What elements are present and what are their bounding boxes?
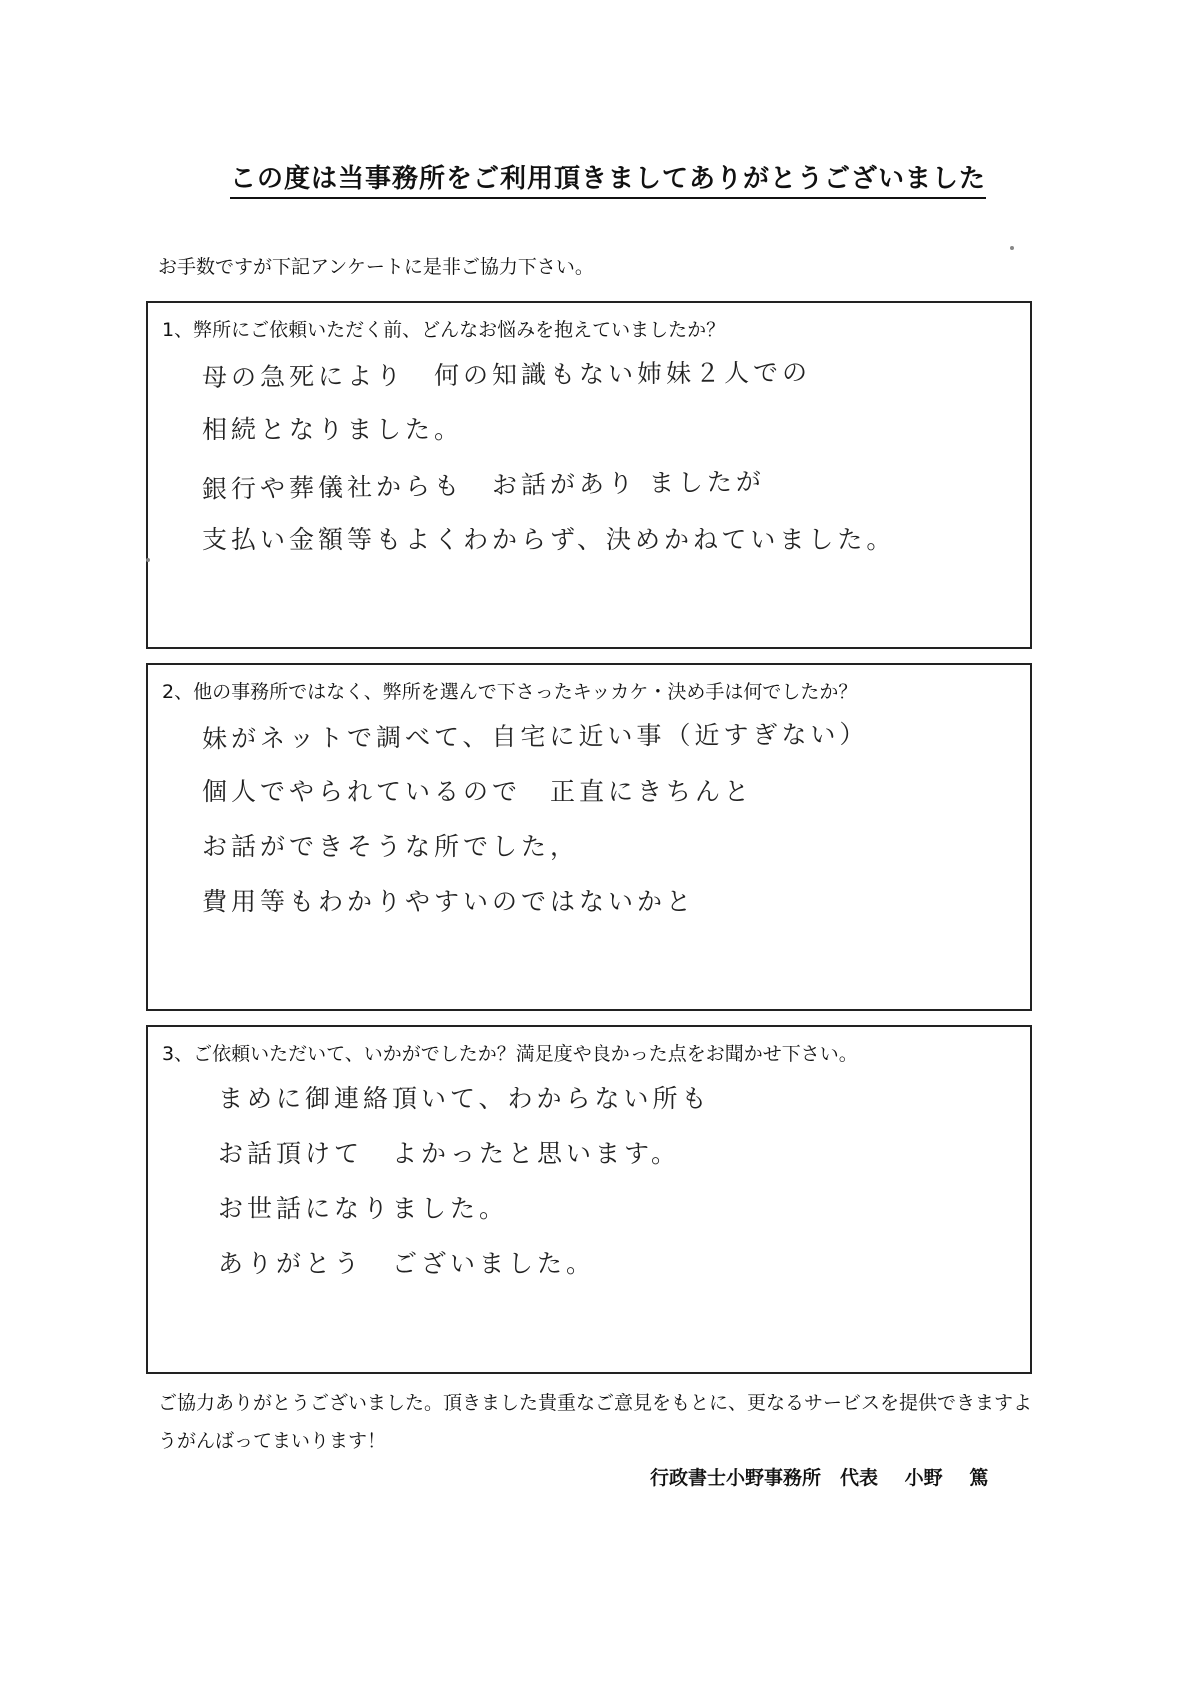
answer-line: 支払い金額等もよくわからず、決めかねていました。	[202, 525, 896, 554]
answer-line: 費用等もわかりやすいのではないかと	[202, 887, 696, 916]
question-box-2	[146, 663, 1032, 1011]
answer-line: 妹がネットで調べて、自宅に近い事（近すぎない）	[201, 719, 869, 754]
title-text: この度は当事務所をご利用頂きましてありがとうございました	[230, 164, 986, 199]
answer-line: 個人でやられているので 正直にきちんと	[202, 777, 754, 806]
question-1-label: 1、弊所にご依頼いただく前、どんなお悩みを抱えていましたか？	[162, 319, 726, 341]
answer-line: お話ができそうな所でした，	[202, 832, 580, 861]
answer-1-handwritten	[202, 347, 895, 567]
question-box-3	[146, 1025, 1032, 1374]
answer-line: ありがとう ございました。	[218, 1249, 596, 1278]
office-signature: 行政書士小野事務所 代表 小野 篤	[650, 1467, 989, 1489]
answer-line: まめに御連絡頂いて、わからない所も	[218, 1084, 711, 1113]
question-box-1	[146, 301, 1032, 649]
question-3-label: 3、ご依頼いただいて、いかがでしたか？満足度や良かった点をお聞かせ下さい。	[162, 1043, 858, 1065]
closing-message: ご協力ありがとうございました。頂きました貴重なご意見をもとに、更なるサービスを提供できますようがんばってまいります！	[158, 1392, 1033, 1452]
intro-text: お手数ですが下記アンケートに是非ご協力下さい。	[158, 256, 594, 278]
page-title	[230, 158, 987, 195]
answer-2-handwritten	[202, 709, 869, 929]
question-2-label: 2、他の事務所ではなく、弊所を選んで下さったキッカケ・決め手は何でしたか？	[162, 681, 858, 703]
answer-line: 相続となりました。	[202, 415, 464, 444]
answer-line: 母の急死により 何の知識もない姉妹２人での	[201, 357, 812, 393]
answer-line: お世話になりました。	[218, 1194, 509, 1223]
scan-speck	[1010, 246, 1014, 250]
answer-line: 銀行や葬儀社からも お話があり ましたが	[201, 466, 766, 504]
answer-line: お話頂けて よかったと思います。	[218, 1139, 681, 1168]
answer-3-handwritten	[218, 1071, 711, 1291]
scan-speck	[146, 558, 150, 562]
